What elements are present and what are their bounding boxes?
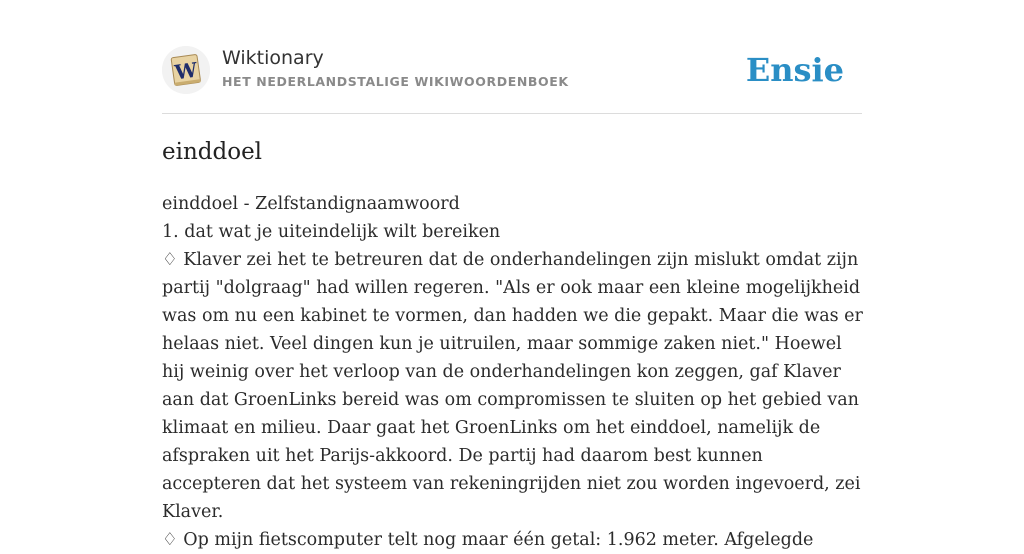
example-quote: ♢ Op mijn fietscomputer telt nog maar één getal: 1.962 meter. Afgelegde	[162, 530, 814, 550]
site-header	[162, 46, 862, 96]
entry-heading-line: einddoel - Zelfstandignaamwoord	[162, 194, 460, 214]
page-title: einddoel	[162, 139, 263, 165]
entry-content	[162, 190, 864, 554]
example-quote: ♢ Klaver zei het te betreuren dat de onderhandelingen zijn mislukt omdat zijn partij "dolgraag" had willen regeren. "Als er ook maar een kleine mogelijkheid was om nu een kabinet te vormen, dan hadden we die gepakt. Maar die was er helaas niet. Veel dingen kun je uitruilen, maar sommige zaken niet." Hoewel hij weinig over het verloop van de onderhandelingen kon zeggen, gaf Klaver aan dat GroenLinks bereid was om compromissen te sluiten op het gebied van klimaat en milieu. Daar gaat het GroenLinks om het einddoel, namelijk de afspraken uit het Parijs-akkoord. De partij had daarom best kunnen accepteren dat het systeem van rekeningrijden niet zou worden ingevoerd, zei Klaver.	[162, 250, 863, 522]
site-subtitle: HET NEDERLANDSTALIGE WIKIWOORDENBOEK	[222, 74, 569, 89]
wiktionary-logo-icon[interactable]	[162, 46, 210, 94]
definition: 1. dat wat je uiteindelijk wilt bereiken	[162, 222, 501, 242]
ensie-brand-link[interactable]: Ensie	[745, 51, 844, 89]
header-divider	[162, 113, 862, 114]
logo-letter: W	[173, 57, 199, 85]
site-name[interactable]: Wiktionary	[222, 47, 324, 69]
